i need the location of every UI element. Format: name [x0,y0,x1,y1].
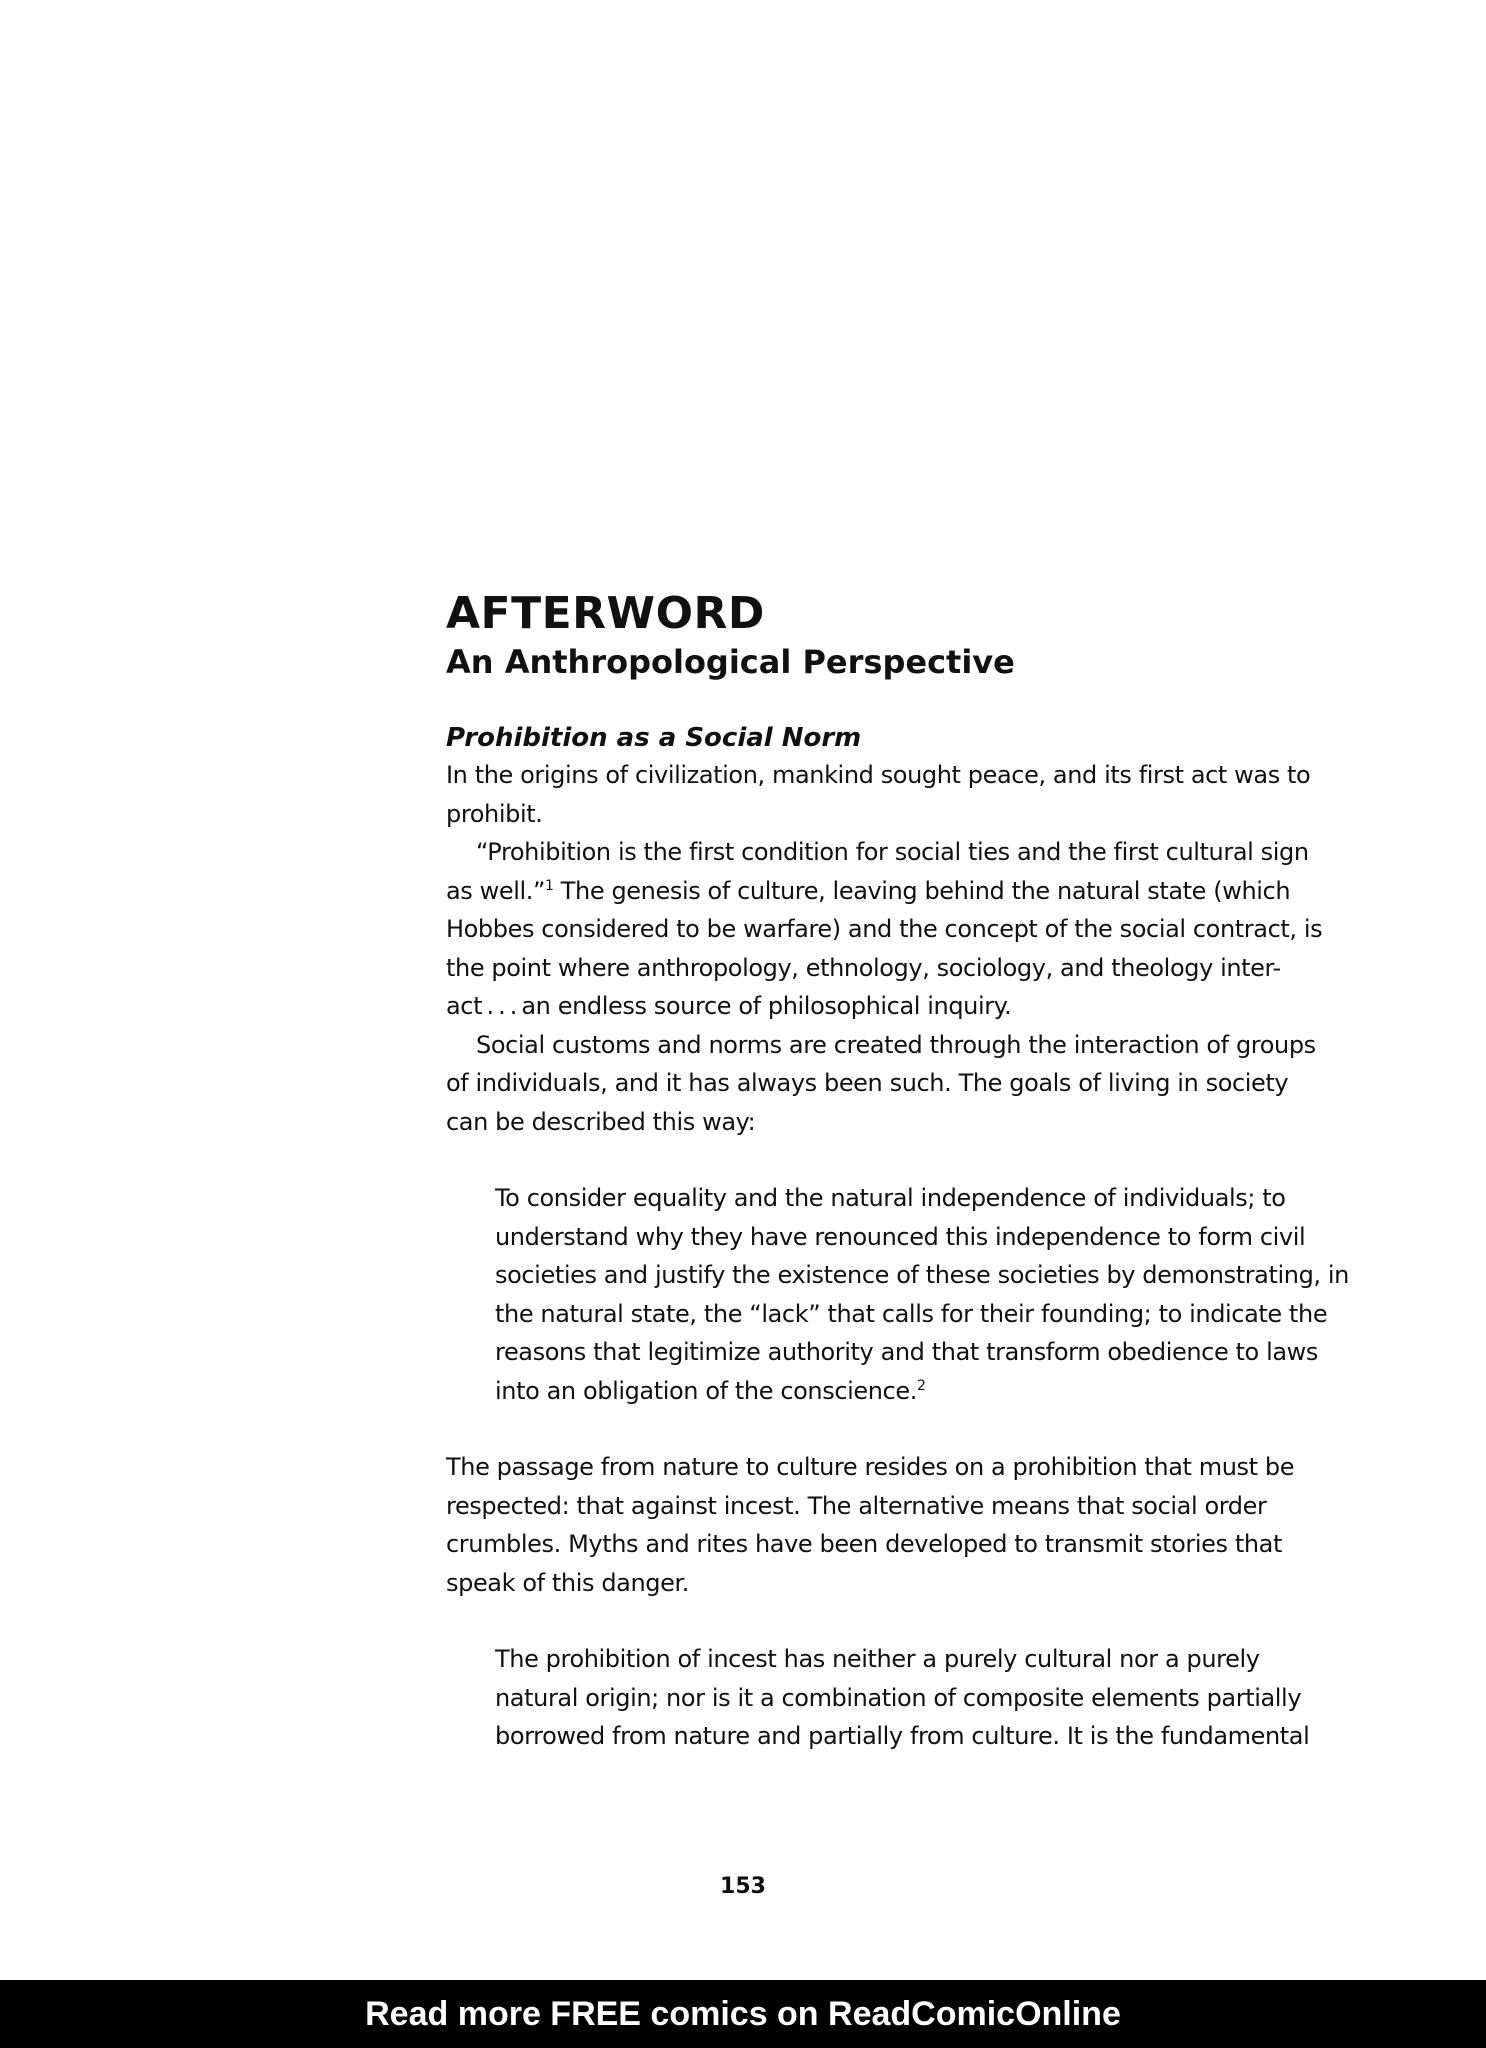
text-line: reasons that legitimize authority and that transform obedience to laws [495,1338,1318,1366]
text-line: crumbles. Myths and rites have been developed to transmit stories that [446,1530,1282,1558]
text-line: speak of this danger. [446,1568,689,1597]
page-number: 153 [720,1874,766,1899]
text-line: Social customs and norms are created through the interaction of groups [476,1030,1316,1059]
text-line [495,1372,1366,1411]
text-line: To consider equality and the natural independence of individuals; to [495,1184,1286,1212]
page-title: AFTERWORD [446,588,765,639]
text-line: respected: that against incest. The alternative means that social order [446,1491,1267,1520]
page-subtitle: An Anthropological Perspective [446,643,1015,681]
text-line: In the origins of civilization, mankind sought peace, and its first act was to [446,761,1311,789]
promo-banner[interactable]: Read more FREE comics on ReadComicOnline [0,1980,1486,2048]
text-line: societies and justify the existence of these societies by demonstrating, in [495,1261,1349,1289]
text-line: “Prohibition is the first condition for social ties and the first cultural sign [476,838,1309,866]
text-line: the natural state, the “lack” that calls for their founding; to indicate the [495,1299,1328,1328]
paragraph-2 [446,833,1366,1026]
text-line: The prohibition of incest has neither a purely cultural nor a purely [495,1645,1260,1673]
text-line: the point where anthropology, ethnology, sociology, and theology inter- [446,953,1281,982]
text-fragment: as well.” [446,876,546,905]
block-quote-2 [495,1640,1366,1756]
text-fragment: into an obligation of the conscience. [495,1376,917,1405]
footnote-ref-1: 1 [545,877,554,894]
text-line: borrowed from nature and partially from culture. It is the fundamental [495,1722,1310,1750]
footnote-ref-2: 2 [916,1377,926,1394]
text-fragment: The genesis of culture, leaving behind the natural state (which [553,876,1291,905]
text-line: understand why they have renounced this independence to form civil [495,1222,1306,1251]
paragraph-3 [446,1026,1366,1142]
text-line: Hobbes considered to be warfare) and the concept of the social contract, is [446,915,1323,943]
text-line: can be described this way: [446,1107,756,1136]
text-line: of individuals, and it has always been such. The goals of living in society [446,1069,1289,1097]
section-heading: Prohibition as a Social Norm [446,723,862,753]
text-line: The passage from nature to culture resides on a prohibition that must be [446,1453,1295,1481]
afterword-content [446,588,1366,1756]
text-line [446,872,1366,911]
text-line: prohibit. [446,799,543,828]
text-line: natural origin; nor is it a combination of composite elements partially [495,1683,1302,1712]
text-line: act . . . an endless source of philosophical inquiry. [446,992,1012,1020]
paragraph-4 [446,1448,1366,1602]
paragraph-1 [446,756,1366,833]
block-quote-1 [495,1179,1366,1410]
